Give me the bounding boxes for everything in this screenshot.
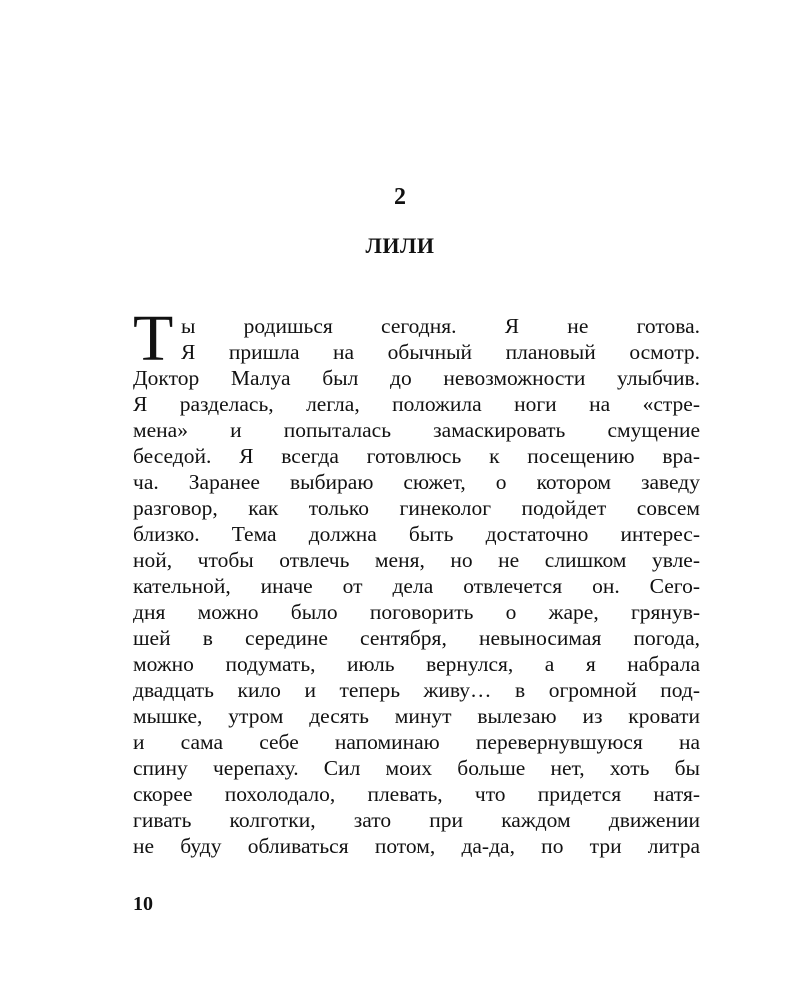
- text-line: и сама себе напоминаю перевернувшуюся на: [133, 730, 700, 754]
- text-line: разговор, как только гинеколог подойдет совсем: [133, 496, 700, 520]
- text-line: мена» и попыталась замаскировать смущение: [133, 418, 700, 442]
- page-number: 10: [133, 893, 153, 915]
- text-line: ной, чтобы отвлечь меня, но не слишком увле-: [133, 548, 700, 572]
- text-line: дня можно было поговорить о жаре, грянув-: [133, 600, 700, 624]
- body-text: [133, 302, 700, 859]
- text-line: двадцать кило и теперь живу… в огромной под-: [133, 678, 700, 702]
- chapter-number: 2: [394, 184, 406, 210]
- text-line: близко. Тема должна быть достаточно интерес-: [133, 522, 700, 546]
- text-line: Доктор Малуа был до невозможности улыбчив.: [133, 366, 700, 390]
- text-line: гивать колготки, зато при каждом движении: [133, 808, 700, 832]
- text-line: кательной, иначе от дела отвлечется он. Сего-: [133, 574, 700, 598]
- text-line: спину черепаху. Сил моих больше нет, хоть бы: [133, 756, 700, 780]
- text-line: беседой. Я всегда готовлюсь к посещению вра-: [133, 444, 700, 468]
- text-line: Я разделась, легла, положила ноги на «стре-: [133, 392, 700, 416]
- text-line: ы родишься сегодня. Я не готова.: [181, 314, 700, 338]
- text-line: ча. Заранее выбираю сюжет, о котором заведу: [133, 470, 700, 494]
- text-line: не буду обливаться потом, да-да, по три литра: [133, 834, 700, 858]
- text-line: можно подумать, июль вернулся, а я набрала: [133, 652, 700, 676]
- text-line: Я пришла на обычный плановый осмотр.: [181, 340, 700, 364]
- text-line: скорее похолодало, плевать, что придется натя-: [133, 782, 700, 806]
- drop-cap-letter: Т: [133, 302, 174, 375]
- text-line: шей в середине сентября, невыносимая погода,: [133, 626, 700, 650]
- chapter-title: ЛИЛИ: [365, 233, 435, 258]
- text-line: мышке, утром десять минут вылезаю из кровати: [133, 704, 700, 728]
